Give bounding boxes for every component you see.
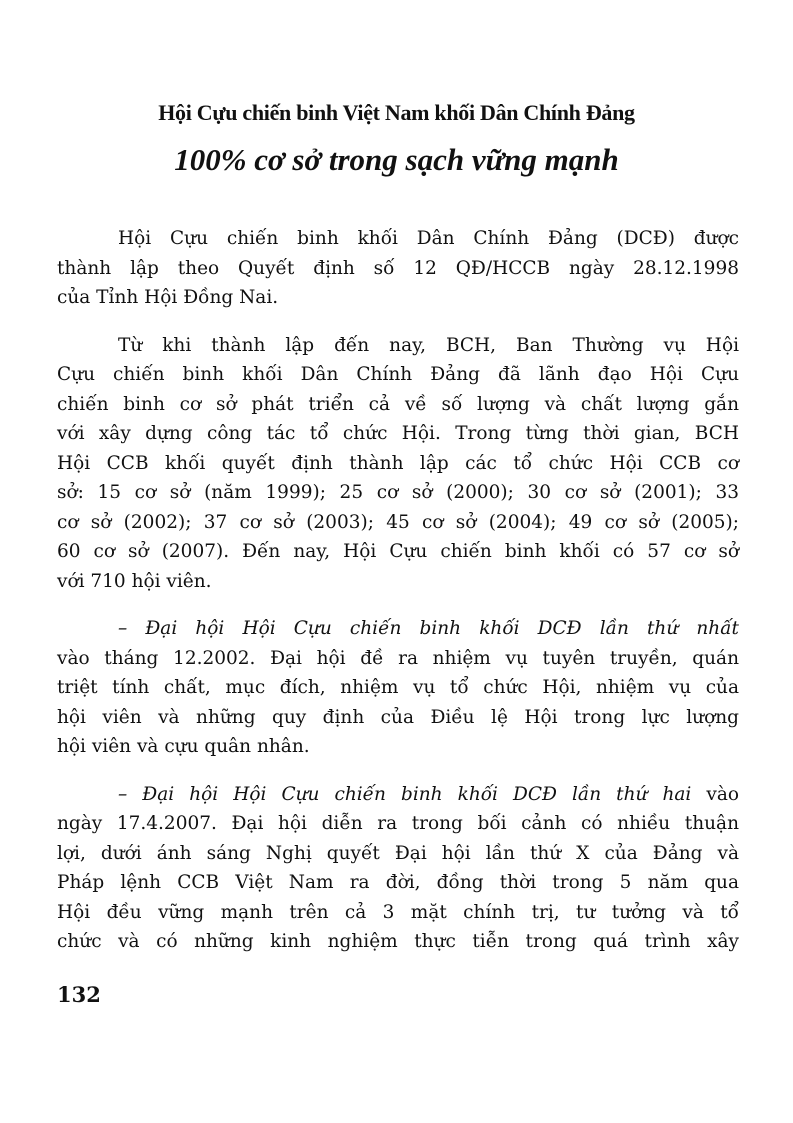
paragraph: [57, 331, 739, 597]
article-body: [57, 224, 739, 975]
text-line: [57, 224, 739, 254]
text-line: [57, 868, 739, 898]
paragraph: [57, 224, 739, 313]
italic-heading-text: – Đại hội Hội Cựu chiến binh khối DCĐ lần thứ nhất: [118, 618, 739, 639]
page-number: 132: [57, 982, 101, 1007]
line-text: Từ khi thành lập đến nay, BCH, Ban Thường vụ Hội: [118, 334, 739, 356]
text-line: [57, 419, 739, 449]
article-subtitle: 100% cơ sở trong sạch vững mạnh: [174, 142, 619, 177]
text-line: [57, 839, 739, 869]
line-text: 60 cơ sở (2007). Đến nay, Hội Cựu chiến binh khối có 57 cơ sở: [57, 541, 739, 562]
text-line: [57, 283, 739, 313]
text-line: [57, 703, 739, 733]
text-line: [57, 449, 739, 479]
line-text: hội viên và những quy định của Điều lệ Hội trong lực lượng: [57, 706, 739, 728]
line-text: Cựu chiến binh khối Dân Chính Đảng đã lãnh đạo Hội Cựu: [57, 364, 739, 385]
paragraph: [57, 780, 739, 957]
text-line: [57, 673, 739, 703]
line-text: cơ sở (2002); 37 cơ sở (2003); 45 cơ sở (2004); 49 cơ sở (2005);: [57, 511, 739, 533]
text-line: [57, 780, 739, 810]
line-text: chiến binh cơ sở phát triển cả về số lượng và chất lượng gắn: [57, 393, 739, 415]
line-text: với xây dựng công tác tổ chức Hội. Trong từng thời gian, BCH: [57, 423, 739, 444]
paragraph: [57, 614, 739, 762]
italic-heading-text: – Đại hội Hội Cựu chiến binh khối DCĐ lần thứ hai: [118, 783, 692, 805]
line-text: của Tỉnh Hội Đồng Nai.: [57, 287, 279, 308]
line-text: chức và có những kinh nghiệm thực tiễn trong quá trình xây: [57, 931, 739, 952]
line-text: Hội Cựu chiến binh khối Dân Chính Đảng (DCĐ) được: [118, 228, 739, 249]
text-line: [57, 809, 739, 839]
line-text: vào: [691, 783, 740, 805]
text-line: [57, 478, 739, 508]
line-text: hội viên và cựu quân nhân.: [57, 736, 310, 757]
article-title: Hội Cựu chiến binh Việt Nam khối Dân Chính Đảng: [158, 100, 635, 125]
line-text: vào tháng 12.2002. Đại hội đề ra nhiệm vụ tuyên truyền, quán: [57, 647, 739, 669]
text-line: [57, 508, 739, 538]
line-text: lợi, dưới ánh sáng Nghị quyết Đại hội lần thứ X của Đảng và: [57, 842, 739, 864]
text-line: [57, 567, 739, 597]
line-text: thành lập theo Quyết định số 12 QĐ/HCCB ngày 28.12.1998: [57, 257, 739, 279]
line-text: Hội CCB khối quyết định thành lập các tổ chức Hội CCB cơ: [57, 452, 739, 474]
text-line: [57, 614, 739, 644]
text-line: [57, 331, 739, 361]
text-line: [57, 927, 739, 957]
line-text: với 710 hội viên.: [57, 570, 212, 592]
text-line: [57, 898, 739, 928]
text-line: [57, 732, 739, 762]
line-text: Pháp lệnh CCB Việt Nam ra đời, đồng thời trong 5 năm qua: [57, 872, 739, 893]
line-text: ngày 17.4.2007. Đại hội diễn ra trong bối cảnh có nhiều thuận: [57, 813, 739, 834]
line-text: sở: 15 cơ sở (năm 1999); 25 cơ sở (2000); 30 cơ sở (2001); 33: [57, 482, 739, 503]
line-text: triệt tính chất, mục đích, nhiệm vụ tổ chức Hội, nhiệm vụ của: [57, 677, 739, 698]
text-line: [57, 390, 739, 420]
text-line: [57, 360, 739, 390]
text-line: [57, 254, 739, 284]
line-text: Hội đều vững mạnh trên cả 3 mặt chính trị, tư tưởng và tổ: [57, 901, 739, 923]
text-line: [57, 644, 739, 674]
text-line: [57, 537, 739, 567]
